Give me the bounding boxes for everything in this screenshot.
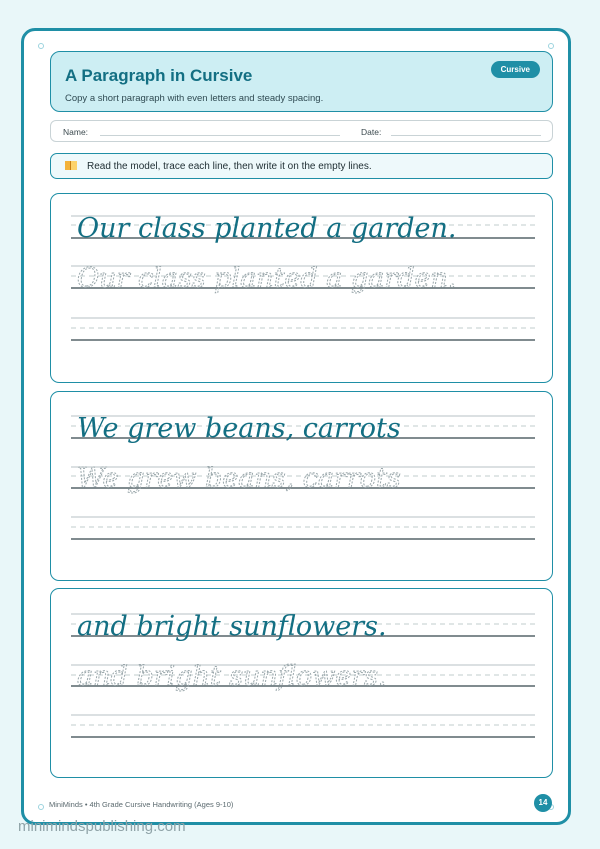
corner-dot: [548, 43, 554, 49]
name-field[interactable]: [100, 135, 340, 136]
corner-dot: [38, 804, 44, 810]
worksheet-page: [21, 28, 571, 825]
model-sentence: Our class planted a garden.: [77, 213, 457, 244]
trace-sentence: and bright sunflowers.: [77, 661, 387, 692]
practice-box-2: [50, 391, 553, 581]
model-sentence: and bright sunflowers.: [77, 611, 387, 642]
instruction-bar: [50, 153, 553, 179]
instruction-text: Read the model, trace each line, then write it on the empty lines.: [87, 161, 372, 172]
ruled-lines: [51, 392, 551, 579]
page-subtitle: Copy a short paragraph with even letters and steady spacing.: [65, 93, 324, 104]
trace-sentence: We grew beans, carrots: [77, 463, 401, 494]
name-label: Name:: [63, 127, 89, 137]
practice-box-1: [50, 193, 553, 383]
book-icon: [65, 161, 77, 170]
page-title: A Paragraph in Cursive: [65, 66, 253, 85]
name-date-bar: [50, 120, 553, 142]
page-number: 14: [534, 794, 552, 812]
ruled-lines: [51, 194, 551, 381]
date-field[interactable]: [391, 135, 541, 136]
practice-box-3: [50, 588, 553, 778]
trace-sentence: Our class planted a garden.: [77, 263, 457, 294]
date-label: Date:: [361, 127, 382, 137]
ruled-lines: [51, 589, 551, 776]
header-banner: [50, 51, 553, 112]
model-sentence: We grew beans, carrots: [77, 413, 401, 444]
watermark: minimindspublishing.com: [18, 818, 186, 835]
footer-text: MiniMinds • 4th Grade Cursive Handwriting (Ages 9-10): [49, 800, 234, 809]
category-badge: Cursive: [491, 61, 540, 78]
corner-dot: [38, 43, 44, 49]
